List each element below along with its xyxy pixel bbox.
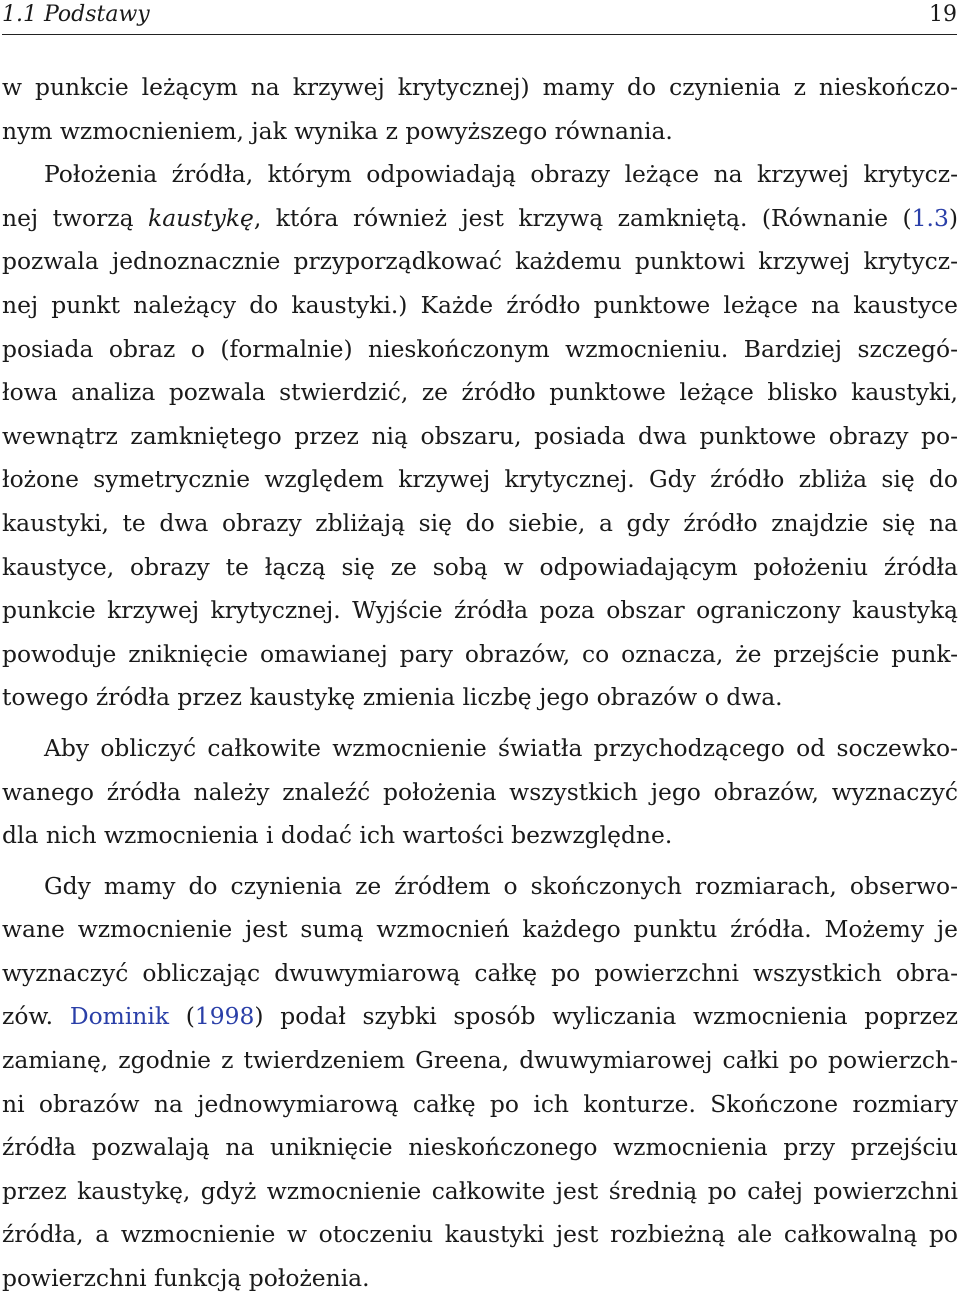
text-line-mixed xyxy=(2,197,958,241)
emphasized-term: kaustykę xyxy=(148,203,254,232)
text-line: zamianę, zgodnie z twierdzeniem Greena, dwuwymiarowej całki po powierzch- xyxy=(2,1046,958,1075)
text-line: łowa analiza pozwala stwierdzić, ze źródło punktowe leżące blisko kaustyki, xyxy=(2,378,958,407)
text-line: Aby obliczyć całkowite wzmocnienie światła przychodzącego od soczewko- xyxy=(44,733,958,762)
text-segment: , która również jest krzywą zamkniętą. (Równanie ( xyxy=(253,203,912,232)
paragraph-continuation xyxy=(2,66,958,153)
text-line: punkcie krzywej krytycznej. Wyjście źródła poza obszar ograniczony kaustyką xyxy=(2,596,958,625)
text-line: źródła pozwalają na uniknięcie nieskończonego wzmocnienia przy przejściu xyxy=(2,1133,958,1162)
running-header xyxy=(2,0,957,35)
text-segment: ) xyxy=(948,203,958,232)
text-line: kaustyki, te dwa obrazy zbliżają się do siebie, a gdy źródło znajdzie się na xyxy=(2,508,958,537)
text-line: wane wzmocnienie jest sumą wzmocnień każdego punktu źródła. Możemy je xyxy=(2,915,958,944)
text-line: nym wzmocnieniem, jak wynika z powyższego równania. xyxy=(2,116,673,145)
text-line: łożone symetrycznie względem krzywej krytycznej. Gdy źródło zbliża się do xyxy=(2,465,958,494)
text-line: kaustyce, obrazy te łączą się ze sobą w odpowiadającym położeniu źródła xyxy=(2,552,958,581)
body-text xyxy=(2,66,958,1301)
text-line: wanego źródła należy znaleźć położenia wszystkich jego obrazów, wyznaczyć xyxy=(2,777,958,806)
text-line: dla nich wzmocnienia i dodać ich wartości bezwzględne. xyxy=(2,821,673,850)
page-number: 19 xyxy=(929,2,957,27)
citation-year-link[interactable]: 1998 xyxy=(194,1002,255,1031)
text-line: Gdy mamy do czynienia ze źródłem o skończonych rozmiarach, obserwo- xyxy=(44,871,958,900)
paragraph-caustics xyxy=(2,153,958,720)
text-segment: ) podał szybki sposób wyliczania wzmocnienia poprzez xyxy=(254,1002,958,1031)
section-title: 1.1 Podstawy xyxy=(2,2,150,27)
text-line-mixed xyxy=(2,995,958,1039)
text-line: w punkcie leżącym na krzywej krytycznej) mamy do czynienia z nieskończo- xyxy=(2,73,958,101)
text-line: źródła, a wzmocnienie w otoczeniu kaustyki jest rozbieżną ale całkowalną po xyxy=(2,1220,958,1249)
paragraph-total-magnification xyxy=(2,727,958,858)
text-line: pozwala jednoznacznie przyporządkować każdemu punktowi krzywej krytycz- xyxy=(2,247,958,276)
text-segment: ( xyxy=(185,1002,195,1031)
text-line: wewnątrz zamkniętego przez nią obszaru, posiada dwa punktowe obrazy po- xyxy=(2,421,958,450)
text-line: ni obrazów na jednowymiarową całkę po ich konturze. Skończone rozmiary xyxy=(2,1089,958,1118)
text-line: nej punkt należący do kaustyki.) Każde źródło punktowe leżące na kaustyce xyxy=(2,290,958,319)
text-line: wyznaczyć obliczając dwuwymiarową całkę po powierzchni wszystkich obra- xyxy=(2,958,958,987)
equation-reference-link[interactable]: 1.3 xyxy=(911,203,949,232)
text-line: powierzchni funkcją położenia. xyxy=(2,1264,370,1293)
text-segment: zów. xyxy=(2,1002,54,1031)
text-line: posiada obraz o (formalnie) nieskończonym wzmocnieniu. Bardziej szczegó- xyxy=(2,334,958,363)
text-segment: nej tworzą xyxy=(2,203,134,232)
text-line: powoduje zniknięcie omawianej pary obrazów, co oznacza, że przejście punk- xyxy=(2,639,958,668)
text-line: towego źródła przez kaustykę zmienia liczbę jego obrazów o dwa. xyxy=(2,683,783,712)
text-line: Położenia źródła, którym odpowiadają obrazy leżące na krzywej krytycz- xyxy=(44,160,958,189)
citation-author-link[interactable]: Dominik xyxy=(69,1002,170,1031)
paragraph-finite-source xyxy=(2,865,958,1301)
text-line: przez kaustykę, gdyż wzmocnienie całkowite jest średnią po całej powierzchni xyxy=(2,1176,958,1205)
